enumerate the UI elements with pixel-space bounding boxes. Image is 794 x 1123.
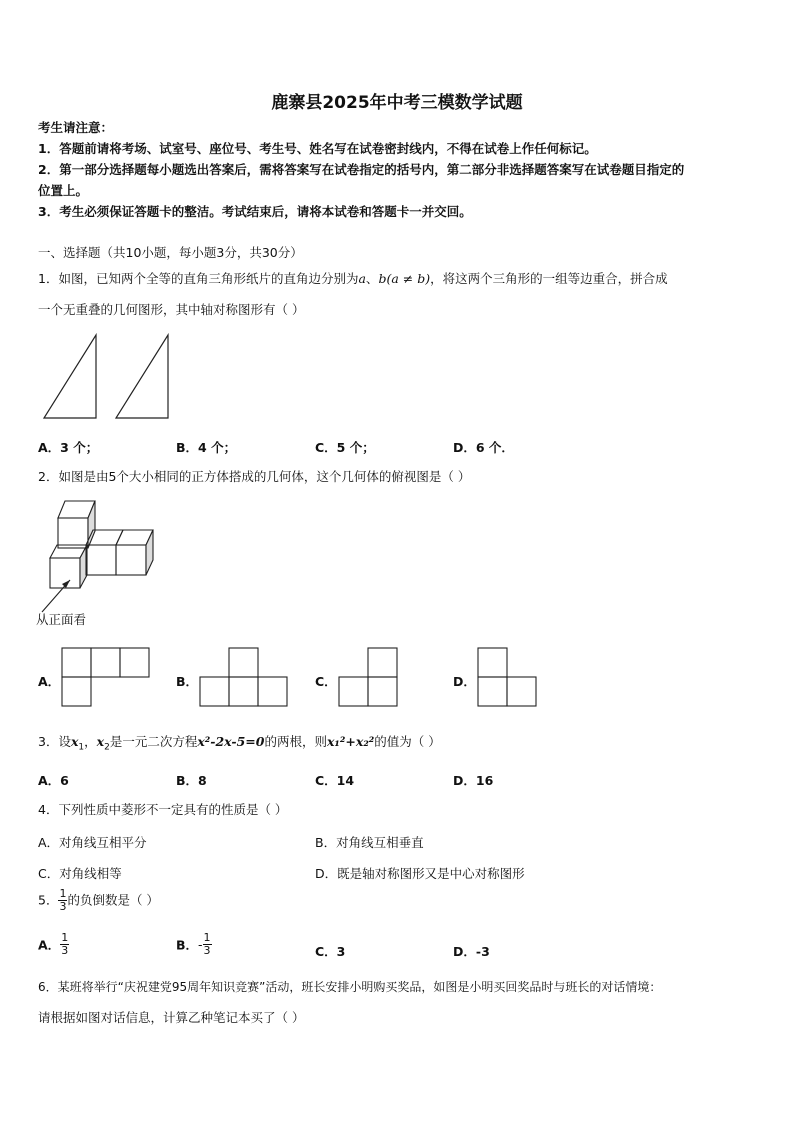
notice-item-2-cont: 位置上。 (38, 183, 89, 198)
q5-option-d[interactable]: D．-3 (453, 944, 490, 959)
q1-triangle-right (116, 335, 168, 418)
q2-figure-c (339, 648, 397, 706)
q5-option-c[interactable]: C．3 (315, 944, 346, 959)
q4-option-c[interactable]: C．对角线相等 (38, 866, 122, 881)
q3-text-4: 的值为（ ） (374, 734, 441, 749)
view-arrow-head (62, 580, 70, 588)
notice-heading: 考生请注意： (38, 120, 114, 135)
q5-stem (38, 888, 159, 913)
q5-option-a-den: 3 (61, 944, 69, 957)
q6-stem-line2: 请根据如图对话信息，计算乙种笔记本买了（ ） (38, 1010, 305, 1025)
q2-view-label: 从正面看 (36, 612, 87, 627)
q4-stem: 4．下列性质中菱形不一定具有的性质是（ ） (38, 802, 288, 817)
q5-option-a-fraction (60, 932, 69, 957)
q5-fraction-numerator: 1 (59, 887, 67, 900)
q2-option-a[interactable]: A． (38, 674, 61, 689)
q1-var-a: a (358, 271, 366, 286)
cube-top-side (88, 501, 95, 548)
q2-option-b[interactable]: B． (176, 674, 199, 689)
q3-x1: x (70, 734, 79, 749)
q2-option-c[interactable]: C． (315, 674, 337, 689)
q1-option-a[interactable]: A．3 个； (38, 440, 99, 455)
q3-text-1: 3．设 (38, 734, 71, 749)
q3-stem (38, 734, 441, 756)
notice-item-2: 2．第一部分选择题每小题选出答案后，需将答案写在试卷指定的括号内，第二部分非选择题答案写在试卷题目指定的 (38, 162, 685, 177)
q1-sep: 、 (365, 271, 379, 286)
q1-text-pre: 1．如图，已知两个全等的直角三角形纸片的直角边分别为 (38, 271, 359, 286)
cube-top-front (58, 518, 88, 548)
page-title: 鹿寨县2025年中考三模数学试题 (271, 93, 523, 113)
notice-item-1: 1．答题前请将考场、试室号、座位号、考生号、姓名写在试卷密封线内，不得在试卷上作任何标记。 (38, 141, 597, 156)
q3-comma: ， (84, 734, 97, 749)
q5-option-b-label: B． (176, 937, 199, 953)
q2-option-figures (0, 0, 1, 1)
q1-option-c[interactable]: C．5 个； (315, 440, 375, 455)
q1-var-b: b (378, 271, 387, 286)
q3-option-c[interactable]: C．14 (315, 773, 355, 788)
q3-option-b[interactable]: B．8 (176, 773, 207, 788)
q1-text-post: ，将这两个三角形的一组等边重合，拼合成 (430, 271, 668, 286)
q4-option-d[interactable]: D．既是轴对称图形又是中心对称图形 (315, 866, 525, 881)
q4-option-a[interactable]: A．对角线互相平分 (38, 835, 147, 850)
q5-option-b-fraction (203, 932, 212, 957)
q5-option-a-label: A． (38, 937, 61, 953)
q3-text-2: 是一元二次方程 (109, 734, 198, 749)
q3-x1-sub: 1 (78, 742, 85, 753)
q2-stem: 2．如图是由5个大小相同的正方体搭成的几何体，这个几何体的俯视图是（ ） (38, 469, 471, 484)
q1-stem-line1 (38, 271, 668, 287)
q3-text-3: 的两根，则 (264, 734, 327, 749)
q1-stem-line2: 一个无重叠的几何图形，其中轴对称图形有（ ） (38, 302, 305, 317)
q3-x2-sub: 2 (104, 742, 110, 753)
q5-option-a[interactable] (38, 932, 69, 957)
q5-option-b-num: 1 (203, 931, 211, 944)
q3-option-a[interactable]: A．6 (38, 773, 69, 788)
q4-option-b[interactable]: B．对角线互相垂直 (315, 835, 424, 850)
q1-option-b[interactable]: B．4 个； (176, 440, 237, 455)
q3-equation: x²-2x-5=0 (197, 734, 265, 749)
q5-option-a-num: 1 (61, 931, 69, 944)
cube-right (116, 545, 146, 575)
q5-option-b-sign: - (198, 937, 203, 952)
q2-figure-d (478, 648, 536, 706)
section-heading: 一、选择题（共10小题，每小题3分，共30分） (38, 245, 303, 260)
q5-option-b[interactable] (176, 932, 212, 957)
cube-middle (86, 545, 116, 575)
q5-number: 5． (38, 892, 59, 908)
q2-figure-b (200, 648, 287, 706)
q5-fraction-denominator: 3 (59, 900, 67, 913)
q1-triangle-left (44, 335, 96, 418)
q2-option-d[interactable]: D． (453, 674, 476, 689)
notice-item-3: 3．考生必须保证答题卡的整洁。考试结束后，请将本试卷和答题卡一并交回。 (38, 204, 472, 219)
q5-option-b-den: 3 (203, 944, 211, 957)
q3-option-d[interactable]: D．16 (453, 773, 494, 788)
q6-stem-line1: 6．某班将举行“庆祝建党95周年知识竞赛”活动，班长安排小明购买奖品，如图是小明买回奖品时与班长的对话情境： (38, 980, 662, 994)
q3-expression: x₁²+x₂² (326, 734, 375, 749)
q1-option-d[interactable]: D．6 个． (453, 440, 514, 455)
q3-x2: x (96, 734, 105, 749)
q2-figure-a (62, 648, 149, 706)
q1-condition: (a ≠ b) (386, 271, 431, 286)
q5-text: 的负倒数是（ ） (67, 892, 159, 908)
